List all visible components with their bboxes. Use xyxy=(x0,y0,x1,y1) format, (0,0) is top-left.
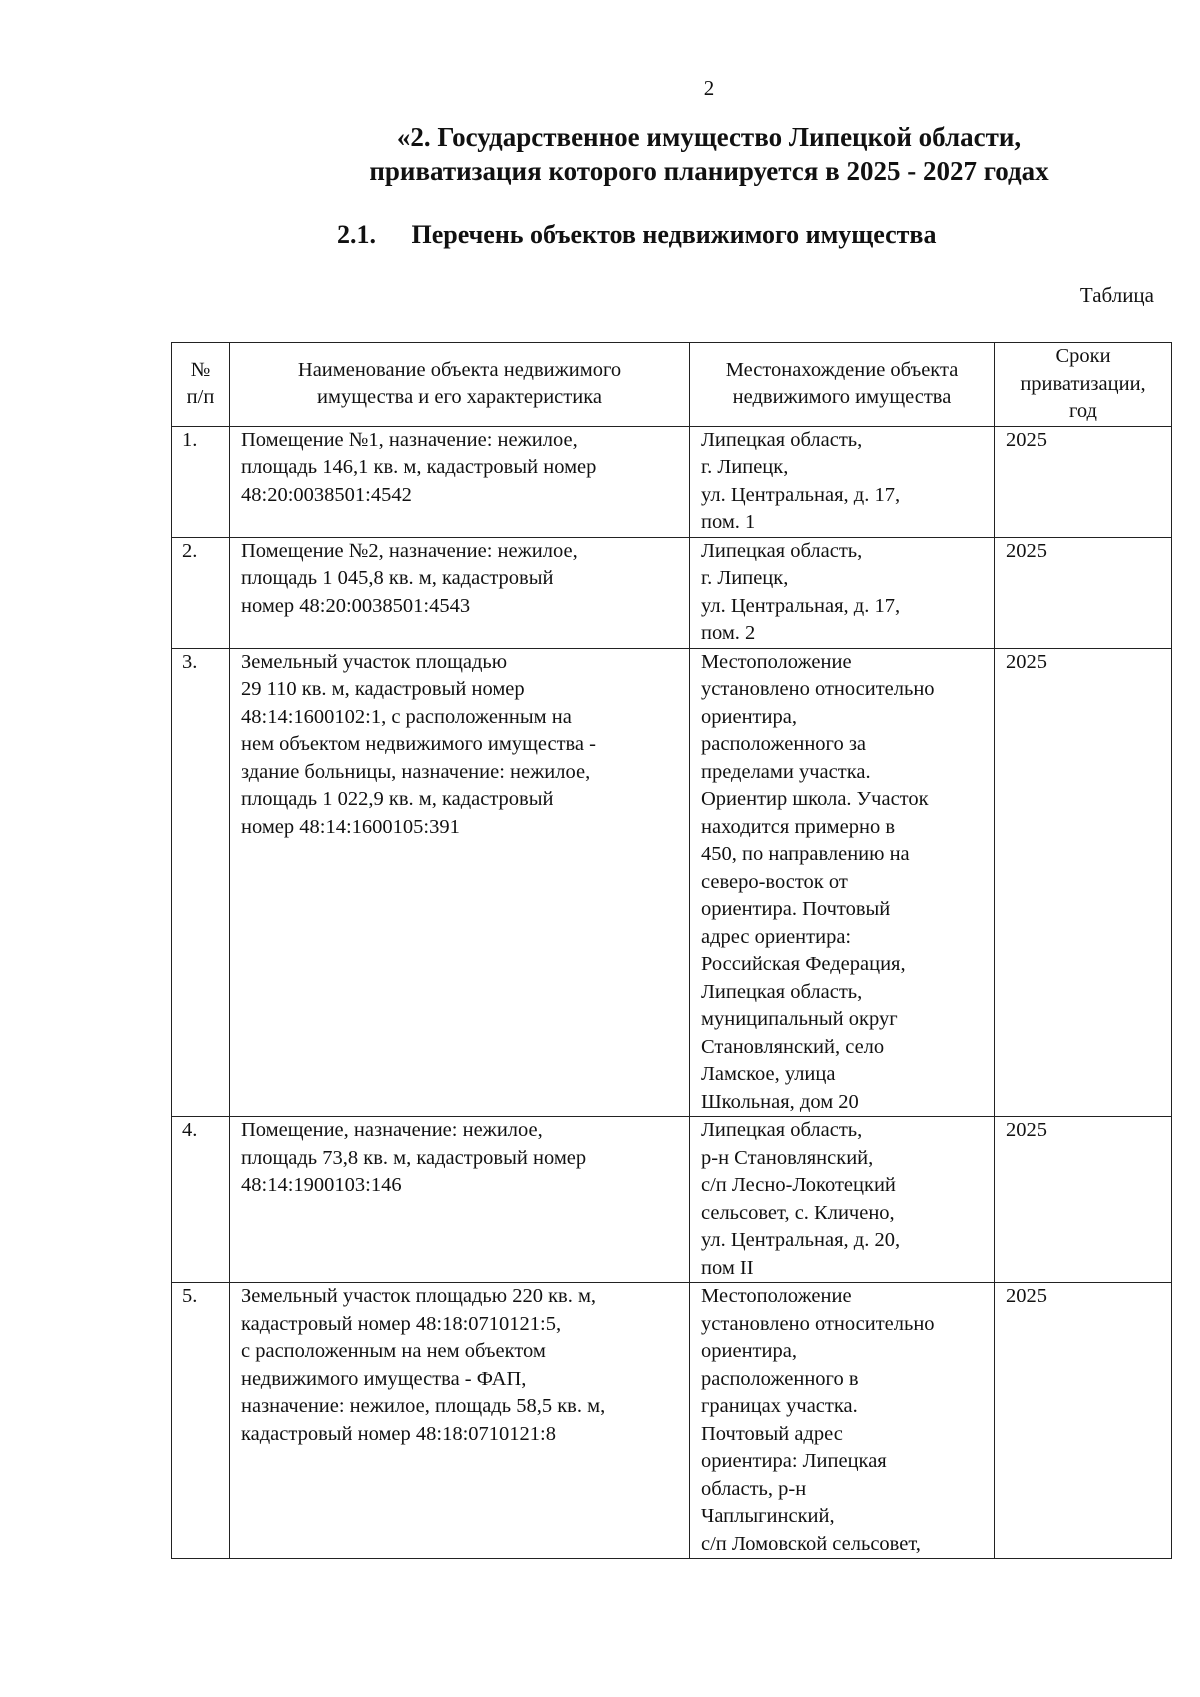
location-line: Липецкая область, xyxy=(701,980,863,1003)
header-term-line2: приватизации, xyxy=(1020,372,1146,395)
header-name-line1: Наименование объекта недвижимого xyxy=(297,358,622,381)
location-line: с/п Ломовской сельсовет, xyxy=(701,1532,921,1555)
row-number: 3. xyxy=(172,648,230,1117)
object-name-line: 29 110 кв. м, кадастровый номер xyxy=(241,678,525,700)
location-line: р-н Становлянский, xyxy=(701,1146,874,1169)
privatization-year: 2025 xyxy=(995,648,1172,1117)
location-line: Липецкая область, xyxy=(701,539,863,562)
table-row xyxy=(172,426,1172,537)
table-row xyxy=(172,1283,1172,1559)
location-cell xyxy=(690,1117,995,1283)
location-line: Становлянский, село xyxy=(701,1035,885,1058)
location-line: 450, по направлению на xyxy=(701,843,910,865)
location-line: муниципальный округ xyxy=(701,1008,898,1030)
location-cell xyxy=(690,426,995,537)
location-line: область, р-н xyxy=(701,1477,807,1500)
location-cell xyxy=(690,648,995,1117)
object-name-cell xyxy=(230,1283,690,1559)
location-cell xyxy=(690,1283,995,1559)
title-line-1: «2. Государственное имущество Липецкой области, xyxy=(396,122,1022,152)
location-line: Почтовый адрес xyxy=(701,1422,843,1445)
object-name-line: Помещение, назначение: нежилое, xyxy=(241,1119,543,1141)
location-line: границах участка. xyxy=(701,1395,858,1417)
object-name-line: нем объектом недвижимого имущества - xyxy=(241,733,596,755)
location-line: находится примерно в xyxy=(701,815,895,838)
object-name-line: номер 48:20:0038501:4543 xyxy=(241,594,471,617)
object-name-line: Помещение №1, назначение: нежилое, xyxy=(241,428,578,451)
location-line: Ориентир школа. Участок xyxy=(701,788,929,810)
property-table xyxy=(171,342,1172,1559)
object-name-line: площадь 1 045,8 кв. м, кадастровый xyxy=(241,567,554,589)
header-location xyxy=(690,343,995,427)
location-line: Липецкая область, xyxy=(701,428,863,451)
location-line: сельсовет, с. Кличено, xyxy=(701,1201,895,1224)
location-line: пом. 1 xyxy=(701,511,756,533)
location-line: ул. Центральная, д. 17, xyxy=(701,594,901,617)
header-term xyxy=(995,343,1172,427)
object-name-line: Земельный участок площадью xyxy=(241,650,508,673)
object-name-cell xyxy=(230,537,690,648)
header-number xyxy=(172,343,230,427)
object-name-line: назначение: нежилое, площадь 58,5 кв. м, xyxy=(241,1395,606,1417)
header-name xyxy=(230,343,690,427)
table-row xyxy=(172,537,1172,648)
section-number: 2.1. xyxy=(337,220,376,249)
object-name-line: 48:14:1600102:1, с расположенным на xyxy=(241,705,572,728)
object-name-line: площадь 146,1 кв. м, кадастровый номер xyxy=(241,456,597,478)
privatization-year: 2025 xyxy=(995,426,1172,537)
location-line: Липецкая область, xyxy=(701,1119,863,1141)
row-number: 2. xyxy=(172,537,230,648)
row-number: 4. xyxy=(172,1117,230,1283)
object-name-line: кадастровый номер 48:18:0710121:5, xyxy=(241,1312,562,1335)
location-line: пом II xyxy=(701,1256,754,1279)
location-line: северо-восток от xyxy=(701,870,848,893)
location-line: адрес ориентира: xyxy=(701,925,852,948)
object-name-cell xyxy=(230,648,690,1117)
header-term-line3: год xyxy=(1069,400,1097,422)
object-name-line: кадастровый номер 48:18:0710121:8 xyxy=(241,1422,556,1445)
location-line: установлено относительно xyxy=(701,678,935,700)
page-number: 2 xyxy=(703,76,715,100)
location-line: Российская Федерация, xyxy=(701,953,906,975)
location-line: пом. 2 xyxy=(701,622,756,644)
header-number-line1: № xyxy=(190,358,211,381)
location-line: расположенного в xyxy=(701,1367,859,1390)
row-number: 5. xyxy=(172,1283,230,1559)
location-line: Местоположение xyxy=(701,650,852,673)
section-heading xyxy=(337,220,936,250)
header-term-line1: Сроки xyxy=(1055,345,1111,367)
table-header-row xyxy=(172,343,1172,427)
location-line: ул. Центральная, д. 20, xyxy=(701,1229,901,1251)
object-name-line: здание больницы, назначение: нежилое, xyxy=(241,760,591,783)
location-line: ориентира: Липецкая xyxy=(701,1450,887,1472)
object-name-line: Земельный участок площадью 220 кв. м, xyxy=(241,1285,597,1307)
location-line: Чаплыгинский, xyxy=(701,1505,835,1527)
privatization-year: 2025 xyxy=(995,537,1172,648)
section-title: Перечень объектов недвижимого имущества xyxy=(411,220,937,249)
object-name-cell xyxy=(230,1117,690,1283)
location-line: г. Липецк, xyxy=(701,456,789,478)
header-location-line1: Местонахождение объекта xyxy=(725,358,959,381)
location-line: расположенного за xyxy=(701,733,867,755)
location-line: с/п Лесно-Локотецкий xyxy=(701,1174,896,1196)
privatization-year: 2025 xyxy=(995,1117,1172,1283)
location-line: ул. Центральная, д. 17, xyxy=(701,483,901,506)
header-location-line2: недвижимого имущества xyxy=(732,386,952,409)
location-line: Местоположение xyxy=(701,1285,852,1307)
object-name-line: с расположенным на нем объектом xyxy=(241,1340,546,1362)
object-name-line: Помещение №2, назначение: нежилое, xyxy=(241,539,578,562)
location-line: ориентира, xyxy=(701,1340,797,1362)
object-name-line: площадь 73,8 кв. м, кадастровый номер xyxy=(241,1146,587,1169)
object-name-line: площадь 1 022,9 кв. м, кадастровый xyxy=(241,788,554,810)
title-line-2: приватизация которого планируется в 2025 - 2027 годах xyxy=(369,156,1049,186)
object-name-line: номер 48:14:1600105:391 xyxy=(241,815,460,838)
row-number: 1. xyxy=(172,426,230,537)
object-name-line: 48:20:0038501:4542 xyxy=(241,483,412,506)
location-line: ориентира. Почтовый xyxy=(701,898,891,920)
object-name-line: 48:14:1900103:146 xyxy=(241,1174,402,1196)
header-name-line2: имущества и его характеристика xyxy=(317,386,602,409)
location-line: Ламское, улица xyxy=(701,1063,836,1085)
header-number-line2: п/п xyxy=(186,386,215,409)
table-label: Таблица xyxy=(1079,283,1154,307)
location-line: Школьная, дом 20 xyxy=(701,1090,859,1113)
object-name-line: недвижимого имущества - ФАП, xyxy=(241,1367,527,1390)
location-line: ориентира, xyxy=(701,705,797,728)
table-row xyxy=(172,648,1172,1117)
table-row xyxy=(172,1117,1172,1283)
privatization-year: 2025 xyxy=(995,1283,1172,1559)
location-line: г. Липецк, xyxy=(701,567,789,589)
object-name-cell xyxy=(230,426,690,537)
location-line: установлено относительно xyxy=(701,1312,935,1335)
location-line: пределами участка. xyxy=(701,760,871,783)
document-title xyxy=(0,120,1200,188)
location-cell xyxy=(690,537,995,648)
